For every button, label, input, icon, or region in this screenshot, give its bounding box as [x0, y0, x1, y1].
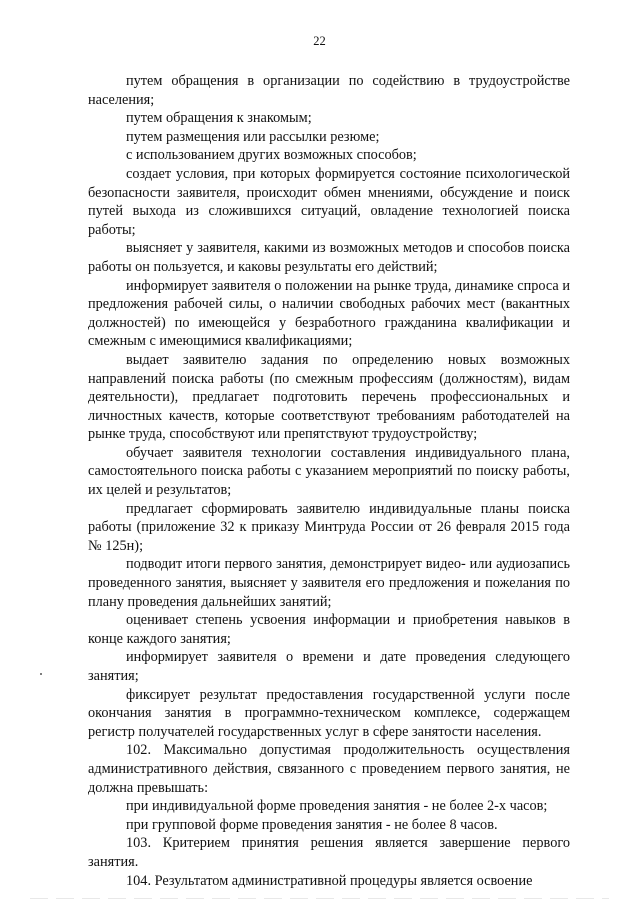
paragraph-15: 102. Максимально допустимая продолжительность осуществления административного действия, связанного с проведением первого занятия, не должна превышать:: [88, 742, 570, 796]
paragraph-18: 103. Критерием принятия решения является завершение первого занятия.: [88, 835, 570, 870]
paragraph-4: с использованием других возможных способов;: [126, 147, 417, 164]
paragraph-2: путем обращения к знакомым;: [126, 110, 312, 127]
paragraph-1: путем обращения в организации по содействию в трудоустройстве населения;: [88, 73, 570, 108]
paragraph-9: обучает заявителя технологии составления индивидуального плана, самостоятельного поиска работы с указанием мероприятий по поиску работы, их целей и результатов;: [88, 444, 570, 499]
scan-bottom-edge: [30, 898, 609, 899]
paragraph-8: выдает заявителю задания по определению новых возможных направлений поиска работы (по смежным профессиям (должностям), видам деятельности), предлагает подготовить перечень профессиональных и личностных качеств, которые соответствуют требованиям работодателей на рынке труда, способствуют или препятствуют трудоустройству;: [88, 351, 570, 443]
scan-speck: [40, 673, 42, 675]
paragraph-7: информирует заявителя о положении на рынке труда, динамике спроса и предложения рабочей силы, о наличии свободных рабочих мест (вакантных должностей) по имеющейся у безработного гражданина квалификации и смежным с имеющимися квалификациями;: [88, 277, 570, 350]
paragraph-13: информирует заявителя о времени и дате проведения следующего занятия;: [88, 649, 570, 684]
paragraph-6: выясняет у заявителя, какими из возможных методов и способов поиска работы он пользуется, и каковы результаты его действий;: [88, 240, 570, 275]
paragraph-10: предлагает сформировать заявителю индивидуальные планы поиска работы (приложение 32 к приказу Минтруда России от 26 февраля 2015 года № 125н);: [88, 500, 570, 554]
paragraph-11: подводит итоги первого занятия, демонстрирует видео- или аудиозапись проведенного занятия, выясняет у заявителя его предложения и пожелания по плану проведения дальнейших занятий;: [88, 556, 570, 610]
paragraph-12: оценивает степень усвоения информации и приобретения навыков в конце каждого занятия;: [88, 612, 570, 647]
paragraph-16: при индивидуальной форме проведения занятия - не более 2-х часов;: [126, 798, 548, 815]
document-body: [88, 72, 570, 890]
paragraph-17: при групповой форме проведения занятия - не более 8 часов.: [126, 816, 498, 833]
paragraph-14: фиксирует результат предоставления государственной услуги после окончания занятия в программно-техническом комплексе, содержащем регистр получателей государственных услуг в сфере занятости населения.: [88, 686, 570, 740]
paragraph-3: путем размещения или рассылки резюме;: [126, 128, 380, 145]
page-number: 22: [313, 34, 326, 48]
paragraph-5: создает условия, при которых формируется состояние психологической безопасности заявителя, происходит обмен мнениями, обсуждение и поиск путей выхода из сложившихся ситуаций, овладение технологией поиска работы;: [88, 165, 570, 238]
paragraph-19: 104. Результатом административной процедуры является освоение: [126, 872, 533, 889]
